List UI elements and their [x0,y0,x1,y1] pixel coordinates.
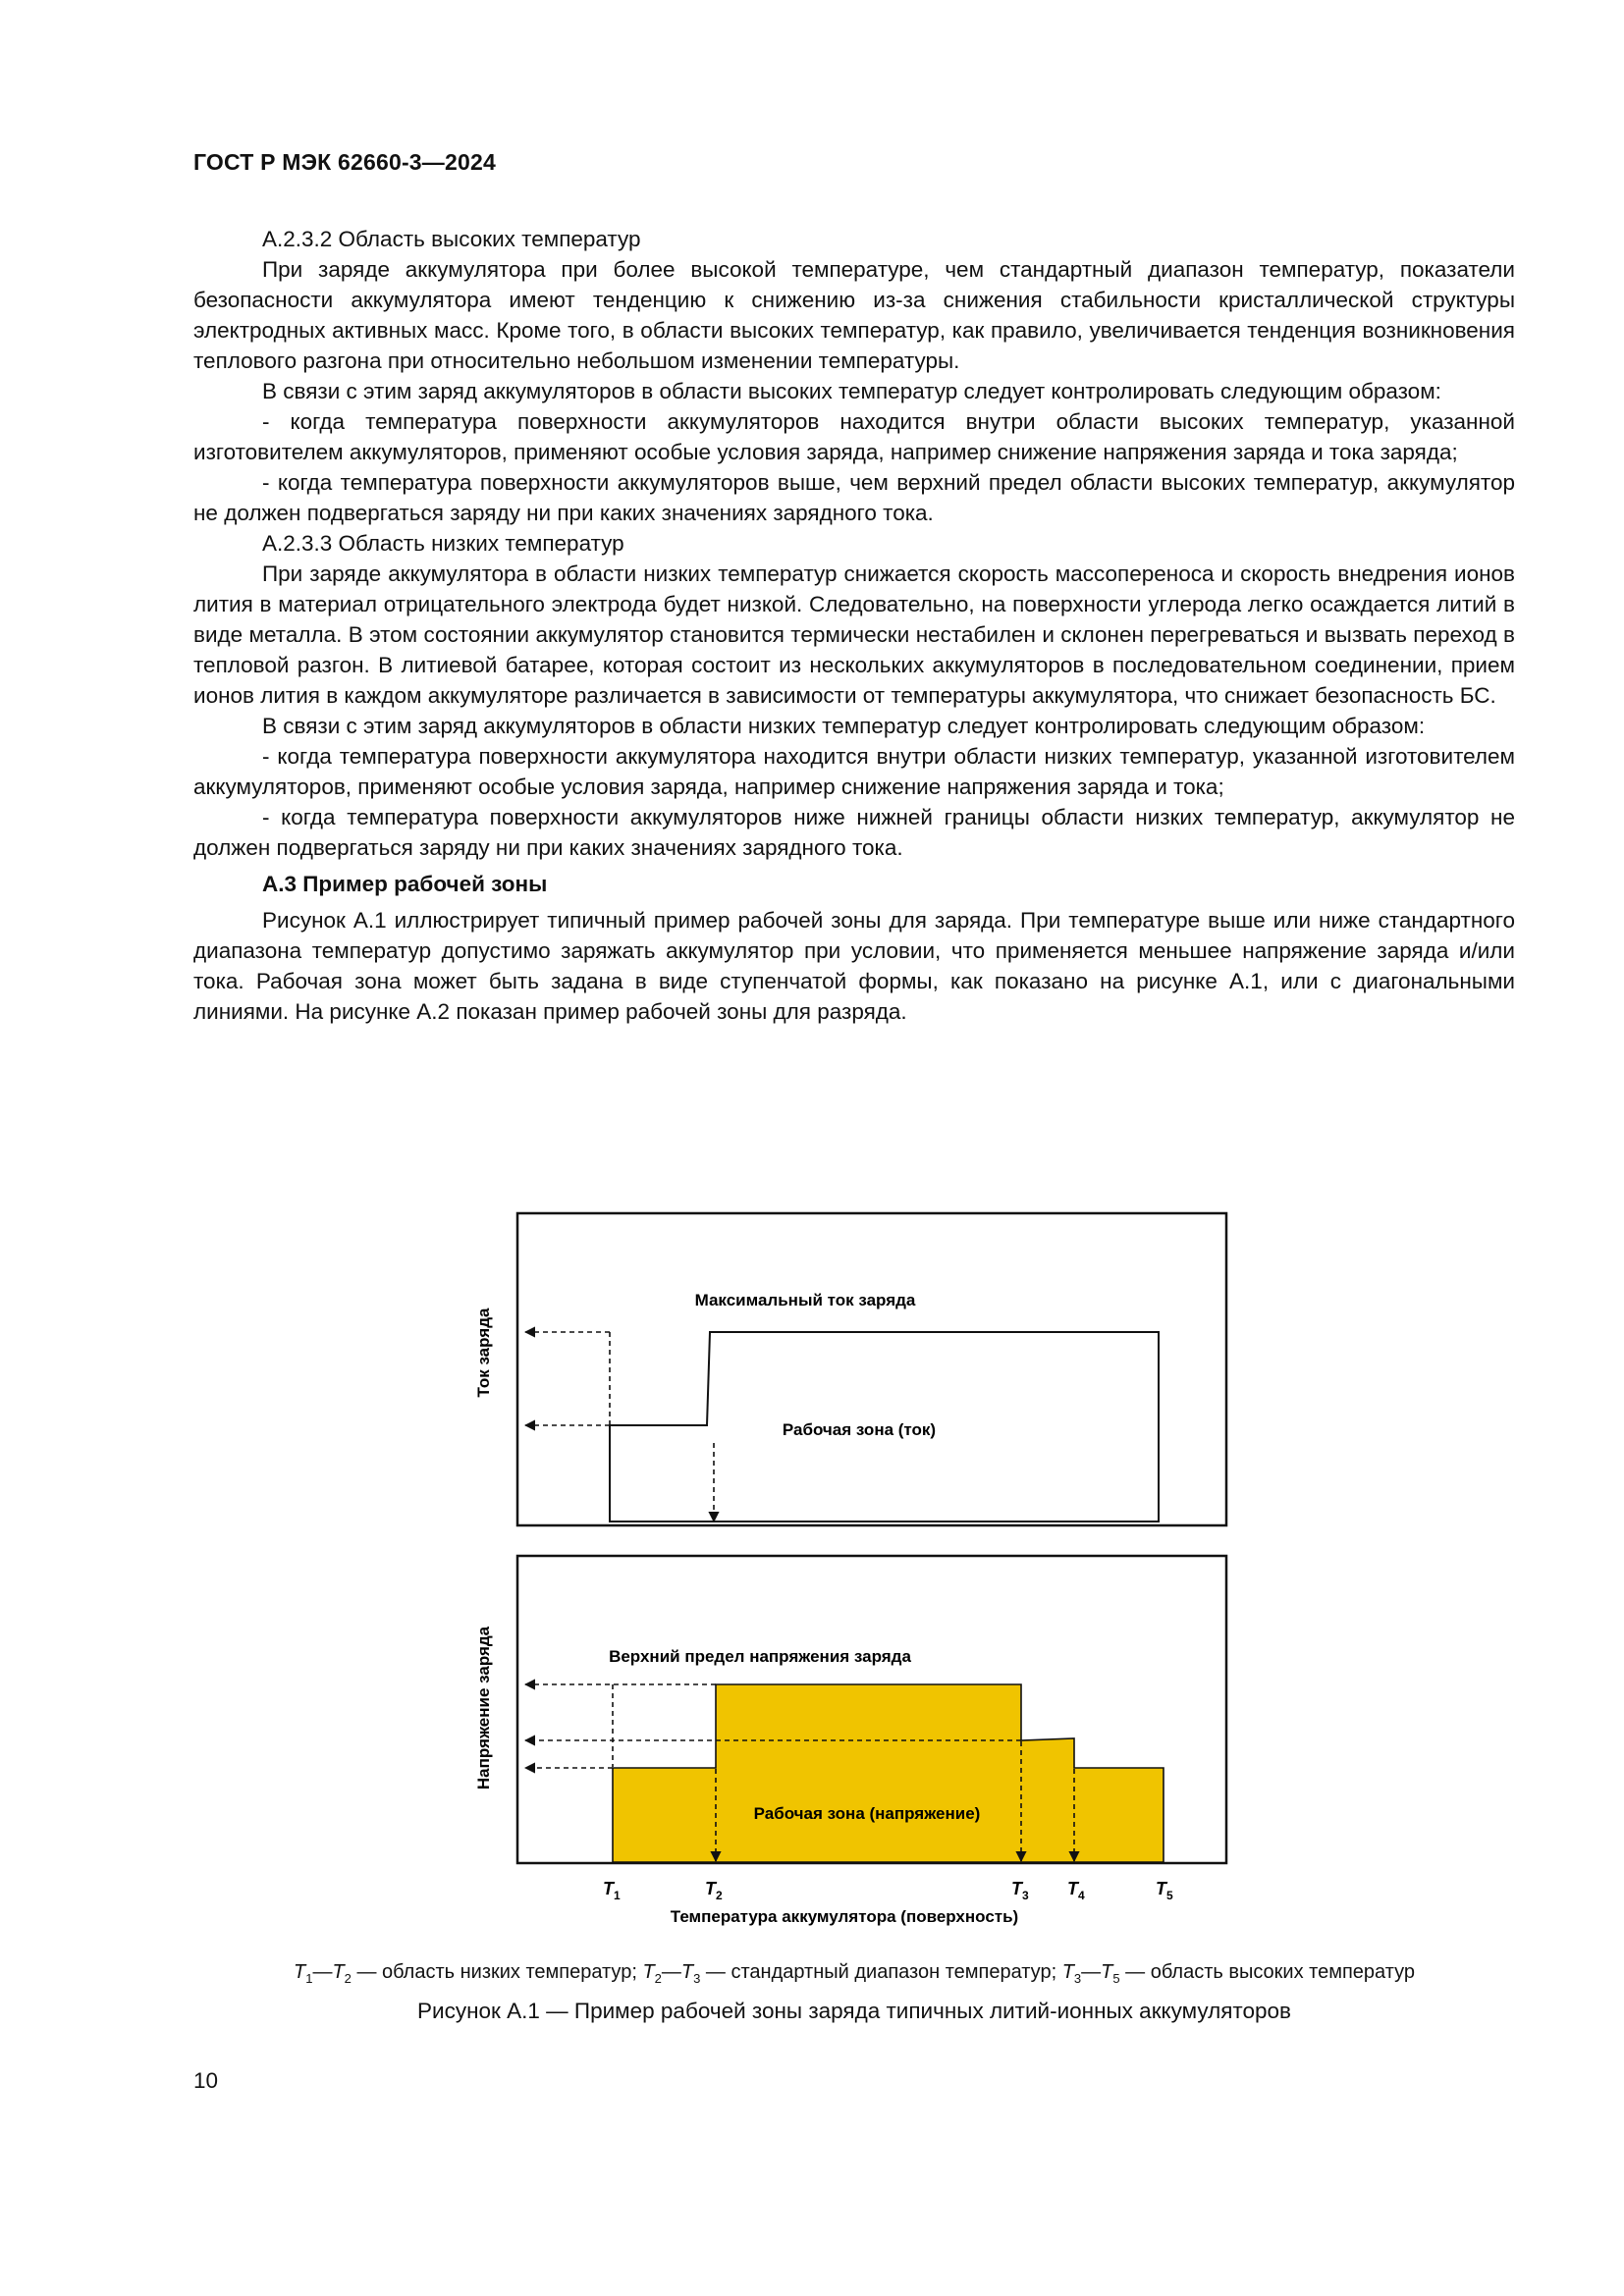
top-zone-label: Рабочая зона (ток) [782,1420,937,1439]
bullet-item: - когда температура поверхности аккумуляторов выше, чем верхний предел области высоких температур, аккумулятор не должен подвергаться заряду ни при каких значениях зарядного тока. [193,470,1515,525]
figure-legend: $T_1—T_2$ — область низких температур; $T_2—T_3$ — стандартный диапазон температур; $T_3—T_5$ — область высоких температур [293,1961,1416,1986]
tick-t2: $T_2$ [705,1879,723,1902]
legend-low-range: — область низких температур; [351,1961,643,1983]
paragraph: В связи с этим заряд аккумуляторов в области низких температур следует контролировать следующим образом: [262,714,1426,738]
section-title-a233: А.2.3.3 Область низких температур [262,531,624,556]
section-title-a3: А.3 Пример рабочей зоны [262,872,548,896]
bullet-item: - когда температура поверхности аккумулятора находится внутри области низких температур, указанной изготовителем аккумуляторов, применяют особые условия заряда, например снижение напряжения заряда и тока; [193,744,1515,799]
bullet-item: - когда температура поверхности аккумуляторов находится внутри области высоких температур, указанной изготовителем аккумуляторов, применяют особые условия заряда, например снижение напряжения заряда и тока заряда; [193,409,1515,464]
top-chart-frame [517,1213,1226,1525]
top-max-label: Максимальный ток заряда [694,1291,916,1309]
bottom-voltage-zone [613,1684,1164,1862]
top-y-axis-label: Ток заряда [474,1308,493,1398]
bottom-zone-label: Рабочая зона (напряжение) [753,1804,981,1823]
tick-t1: $T_1$ [603,1879,621,1902]
bullet-item: - когда температура поверхности аккумуляторов ниже нижней границы области низких температур, аккумулятор не должен подвергаться заряду ни при каких значениях зарядного тока. [193,805,1515,860]
legend-standard-range: — стандартный диапазон температур; [700,1961,1062,1983]
bottom-y-axis-label: Напряжение заряда [474,1626,493,1790]
tick-t3: $T_3$ [1011,1879,1029,1902]
paragraph: Рисунок А.1 иллюстрирует типичный пример рабочей зоны для заряда. При температуре выше или ниже стандартного диапазона температур допустимо заряжать аккумулятор при условии, что применяется меньшее напряжение заряда и/или тока. Рабочая зона может быть задана в виде ступенчатой формы, как показано на рисунке А.1, или с диагональными линиями. На рисунке А.2 показан пример рабочей зоны для разряда. [193,908,1515,1024]
top-dashed-guides [525,1332,714,1522]
paragraph: В связи с этим заряд аккумуляторов в области высоких температур следует контролировать следующим образом: [262,379,1441,403]
figure-caption: Рисунок А.1 — Пример рабочей зоны заряда типичных литий-ионных аккумуляторов [417,1999,1291,2023]
paragraph: При заряде аккумулятора в области низких температур снижается скорость массопереноса и скорость внедрения ионов лития в материал отрицательного электрода будет низкой. Следовательно, на поверхности углерода легко осаждается литий в виде металла. В этом состоянии аккумулятор становится термически нестабилен и склонен перегреваться и вызвать переход в тепловой разгон. В литиевой батарее, которая состоит из нескольких аккумуляторов в последовательном соединении, прием ионов лития в каждом аккумуляторе различается в зависимости от температуры аккумулятора, что снижает безопасность БС. [193,561,1515,708]
document-header: ГОСТ Р МЭК 62660-3—2024 [193,149,496,175]
bottom-max-label: Верхний предел напряжения заряда [609,1647,911,1666]
paragraph: При заряде аккумулятора при более высокой температуре, чем стандартный диапазон температур, показатели безопасности аккумулятора имеют тенденцию к снижению из-за снижения стабильности кристаллической структуры электродных активных масс. Кроме того, в области высоких температур, как правило, увеличивается тенденция возникновения теплового разгона при относительно небольшом изменении температуры. [193,257,1515,373]
x-axis-label: Температура аккумулятора (поверхность) [670,1907,1019,1926]
legend-high-range: — область высоких температур [1119,1961,1416,1983]
page-number: 10 [193,2068,219,2093]
section-title-a232: А.2.3.2 Область высоких температур [262,227,641,251]
x-tick-labels [603,1879,1173,1902]
tick-t5: $T_5$ [1156,1879,1173,1902]
tick-t4: $T_4$ [1067,1879,1085,1902]
